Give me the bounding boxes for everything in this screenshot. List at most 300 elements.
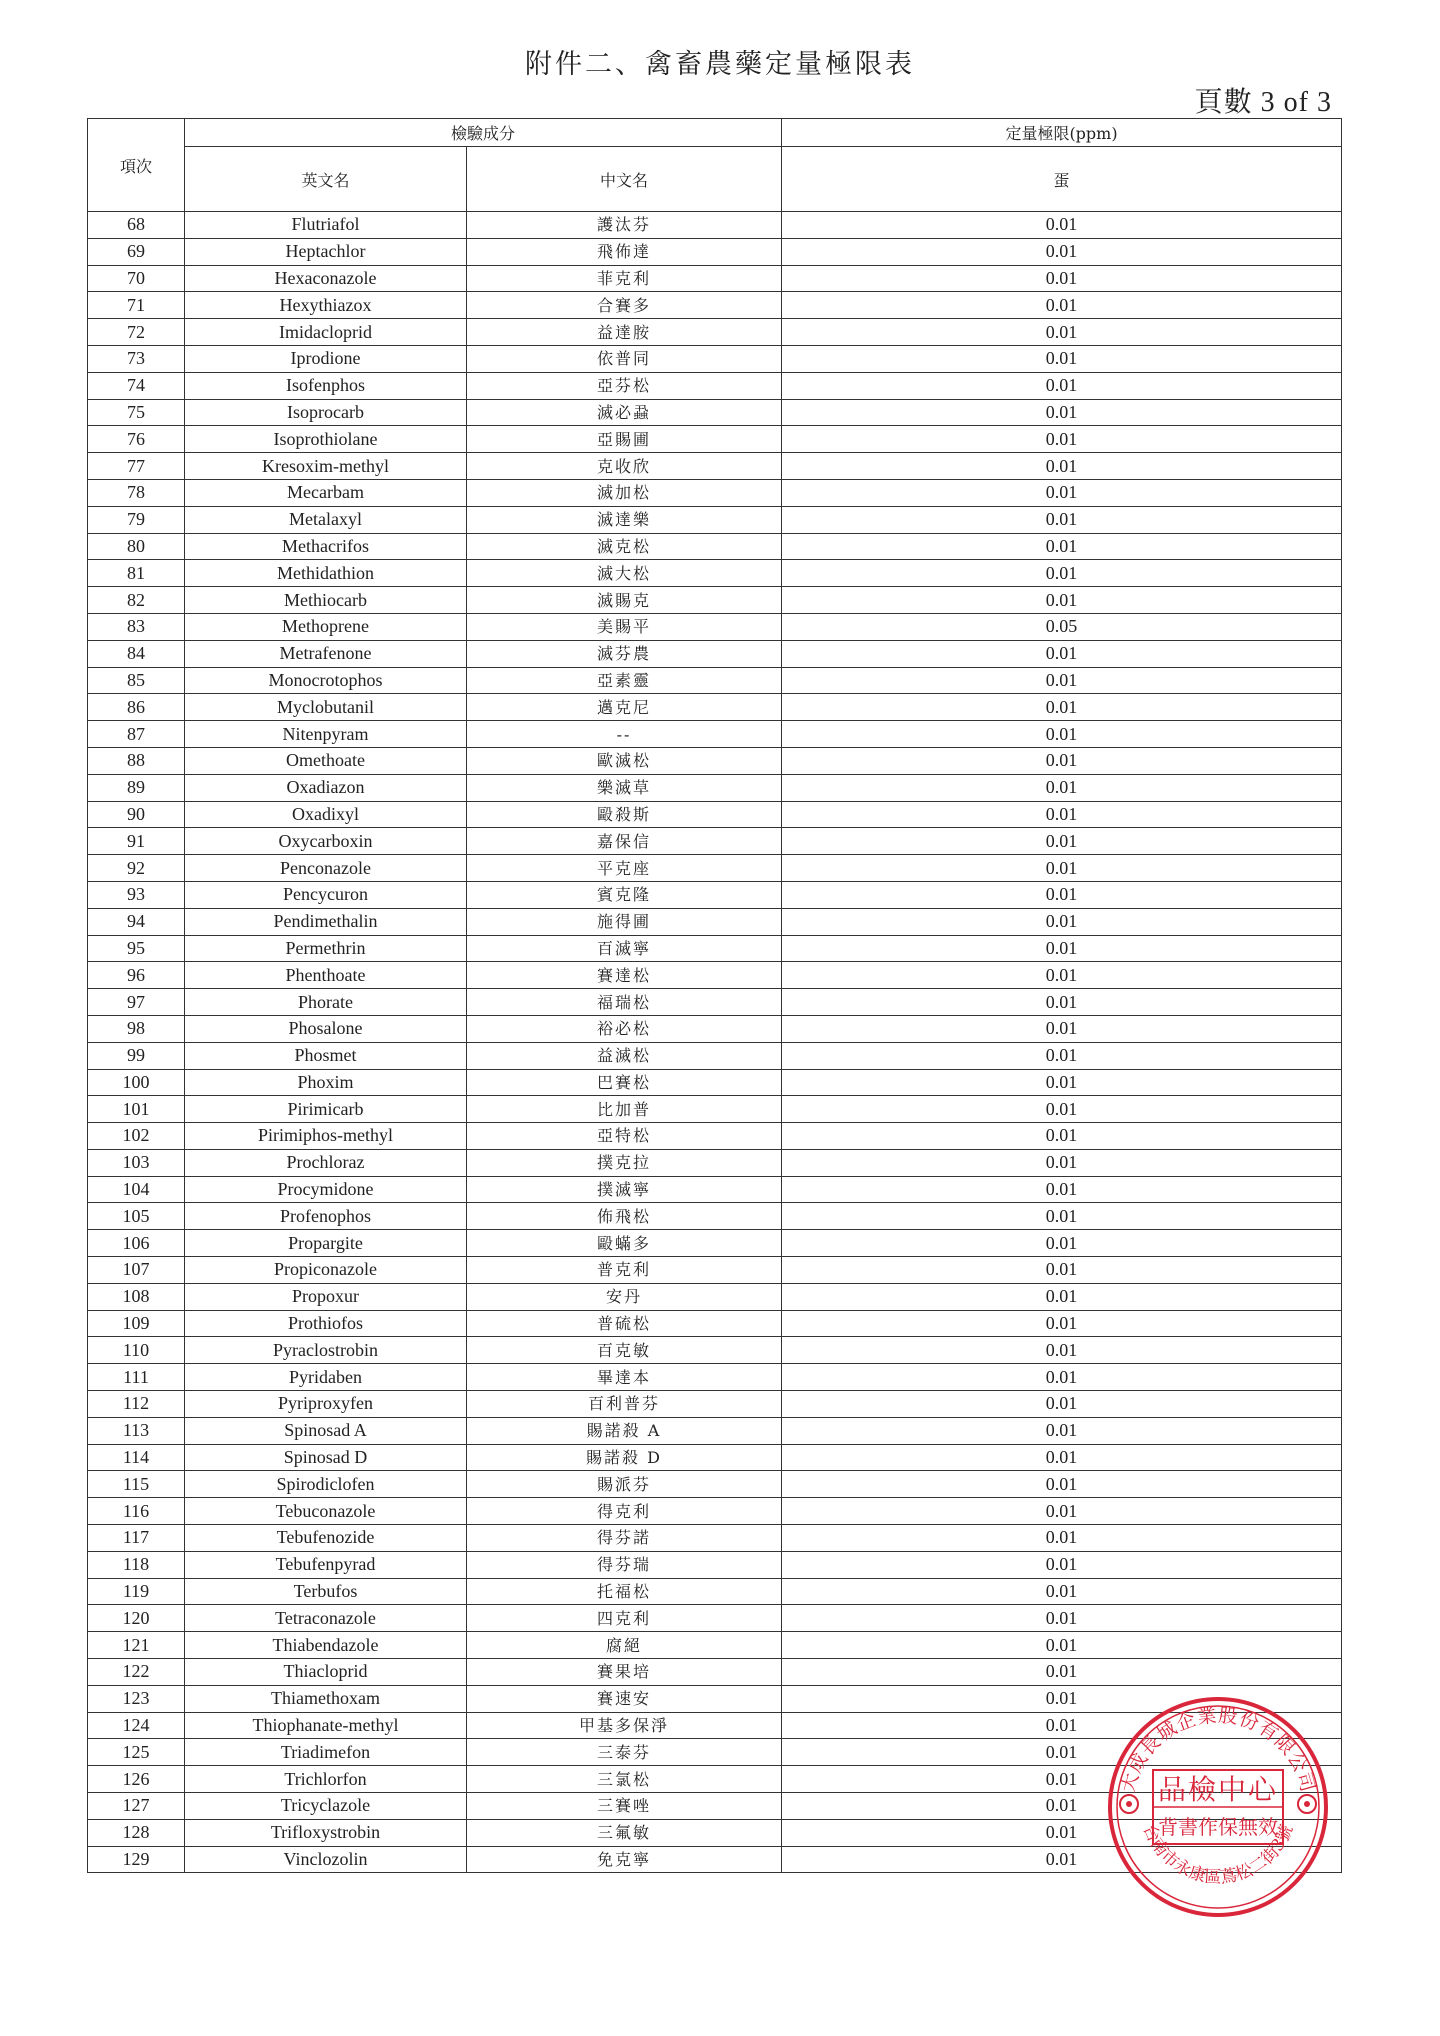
seal-address: 台南市永康區蔦松二街3號: [1138, 1821, 1298, 1888]
row-english-name: Metalaxyl: [185, 506, 467, 533]
row-index: 72: [88, 319, 185, 346]
row-english-name: Tebufenozide: [185, 1525, 467, 1552]
table-row: [88, 721, 1342, 748]
row-english-name: Pencycuron: [185, 881, 467, 908]
row-egg-limit: 0.01: [782, 1203, 1342, 1230]
row-index: 76: [88, 426, 185, 453]
table-row: [88, 1149, 1342, 1176]
row-egg-limit: 0.01: [782, 1015, 1342, 1042]
row-index: 112: [88, 1391, 185, 1418]
row-index: 92: [88, 855, 185, 882]
row-egg-limit: 0.01: [782, 1230, 1342, 1257]
row-english-name: Metrafenone: [185, 640, 467, 667]
row-egg-limit: 0.01: [782, 1096, 1342, 1123]
table-row: [88, 1471, 1342, 1498]
row-egg-limit: 0.01: [782, 908, 1342, 935]
row-chinese-name: 得芬諾: [467, 1525, 782, 1552]
row-chinese-name: 百克敏: [467, 1337, 782, 1364]
row-index: 114: [88, 1444, 185, 1471]
row-index: 113: [88, 1417, 185, 1444]
row-index: 100: [88, 1069, 185, 1096]
row-english-name: Flutriafol: [185, 212, 467, 239]
row-index: 80: [88, 533, 185, 560]
row-chinese-name: 福瑞松: [467, 989, 782, 1016]
row-chinese-name: 安丹: [467, 1283, 782, 1310]
table-row: [88, 1283, 1342, 1310]
row-index: 125: [88, 1739, 185, 1766]
row-english-name: Propiconazole: [185, 1257, 467, 1284]
row-egg-limit: 0.01: [782, 747, 1342, 774]
row-egg-limit: 0.01: [782, 533, 1342, 560]
table-row: [88, 935, 1342, 962]
row-egg-limit: 0.01: [782, 212, 1342, 239]
row-index: 83: [88, 613, 185, 640]
header-index: 項次: [88, 119, 185, 212]
table-row: [88, 479, 1342, 506]
row-index: 99: [88, 1042, 185, 1069]
document-title: 附件二、禽畜農藥定量極限表: [525, 49, 915, 80]
table-row: [88, 989, 1342, 1016]
row-chinese-name: 得克利: [467, 1498, 782, 1525]
table-row: [88, 1123, 1342, 1150]
table-row: [88, 292, 1342, 319]
table-row: [88, 828, 1342, 855]
row-egg-limit: 0.01: [782, 238, 1342, 265]
row-index: 127: [88, 1793, 185, 1820]
row-egg-limit: 0.01: [782, 1766, 1342, 1793]
row-chinese-name: 護汰芬: [467, 212, 782, 239]
table-row: [88, 560, 1342, 587]
row-index: 109: [88, 1310, 185, 1337]
row-chinese-name: 毆殺斯: [467, 801, 782, 828]
row-chinese-name: 百利普芬: [467, 1391, 782, 1418]
row-egg-limit: 0.01: [782, 1846, 1342, 1873]
row-english-name: Thiabendazole: [185, 1632, 467, 1659]
row-index: 91: [88, 828, 185, 855]
row-chinese-name: 撲克拉: [467, 1149, 782, 1176]
row-index: 75: [88, 399, 185, 426]
row-index: 78: [88, 479, 185, 506]
row-english-name: Pirimicarb: [185, 1096, 467, 1123]
row-index: 87: [88, 721, 185, 748]
row-egg-limit: 0.01: [782, 1819, 1342, 1846]
row-index: 98: [88, 1015, 185, 1042]
row-english-name: Methoprene: [185, 613, 467, 640]
row-egg-limit: 0.01: [782, 1605, 1342, 1632]
row-english-name: Myclobutanil: [185, 694, 467, 721]
table-row: [88, 774, 1342, 801]
row-index: 116: [88, 1498, 185, 1525]
row-index: 122: [88, 1659, 185, 1686]
table-row: [88, 399, 1342, 426]
row-egg-limit: 0.01: [782, 372, 1342, 399]
row-index: 71: [88, 292, 185, 319]
table-row: [88, 640, 1342, 667]
row-chinese-name: 邁克尼: [467, 694, 782, 721]
table-row: [88, 1337, 1342, 1364]
row-english-name: Pyriproxyfen: [185, 1391, 467, 1418]
row-english-name: Penconazole: [185, 855, 467, 882]
row-egg-limit: 0.01: [782, 1632, 1342, 1659]
row-egg-limit: 0.01: [782, 1578, 1342, 1605]
row-index: 104: [88, 1176, 185, 1203]
row-egg-limit: 0.01: [782, 1685, 1342, 1712]
row-egg-limit: 0.01: [782, 640, 1342, 667]
row-english-name: Phorate: [185, 989, 467, 1016]
row-chinese-name: 賽果培: [467, 1659, 782, 1686]
table-row: [88, 506, 1342, 533]
row-english-name: Thiacloprid: [185, 1659, 467, 1686]
row-english-name: Tricyclazole: [185, 1793, 467, 1820]
row-english-name: Profenophos: [185, 1203, 467, 1230]
row-english-name: Isoprocarb: [185, 399, 467, 426]
row-index: 96: [88, 962, 185, 989]
row-english-name: Methidathion: [185, 560, 467, 587]
row-english-name: Methiocarb: [185, 587, 467, 614]
row-egg-limit: 0.01: [782, 1123, 1342, 1150]
table-row: [88, 1203, 1342, 1230]
row-english-name: Nitenpyram: [185, 721, 467, 748]
table-row: [88, 1551, 1342, 1578]
row-english-name: Tebuconazole: [185, 1498, 467, 1525]
row-english-name: Kresoxim-methyl: [185, 453, 467, 480]
row-egg-limit: 0.01: [782, 1364, 1342, 1391]
row-english-name: Vinclozolin: [185, 1846, 467, 1873]
row-english-name: Prochloraz: [185, 1149, 467, 1176]
row-english-name: Phosmet: [185, 1042, 467, 1069]
row-egg-limit: 0.01: [782, 1739, 1342, 1766]
row-chinese-name: 合賽多: [467, 292, 782, 319]
row-chinese-name: 三氟敏: [467, 1819, 782, 1846]
row-index: 126: [88, 1766, 185, 1793]
row-english-name: Pyraclostrobin: [185, 1337, 467, 1364]
table-body: [88, 212, 1342, 1873]
row-egg-limit: 0.01: [782, 694, 1342, 721]
row-index: 73: [88, 345, 185, 372]
row-chinese-name: 三賽唑: [467, 1793, 782, 1820]
row-chinese-name: 比加普: [467, 1096, 782, 1123]
row-egg-limit: 0.01: [782, 935, 1342, 962]
row-english-name: Imidacloprid: [185, 319, 467, 346]
table-row: [88, 1444, 1342, 1471]
row-index: 85: [88, 667, 185, 694]
row-english-name: Phenthoate: [185, 962, 467, 989]
row-index: 106: [88, 1230, 185, 1257]
row-english-name: Triadimefon: [185, 1739, 467, 1766]
row-english-name: Mecarbam: [185, 479, 467, 506]
table-row: [88, 1176, 1342, 1203]
row-english-name: Isofenphos: [185, 372, 467, 399]
table-row: [88, 1391, 1342, 1418]
table-row: [88, 1632, 1342, 1659]
row-index: 68: [88, 212, 185, 239]
row-chinese-name: 賜諾殺 A: [467, 1417, 782, 1444]
row-index: 69: [88, 238, 185, 265]
row-english-name: Terbufos: [185, 1578, 467, 1605]
table-row: [88, 1096, 1342, 1123]
row-chinese-name: 滅大松: [467, 560, 782, 587]
row-egg-limit: 0.01: [782, 828, 1342, 855]
row-index: 102: [88, 1123, 185, 1150]
row-egg-limit: 0.01: [782, 1498, 1342, 1525]
row-index: 128: [88, 1819, 185, 1846]
row-egg-limit: 0.01: [782, 881, 1342, 908]
table-row: [88, 1257, 1342, 1284]
limit-table: [87, 118, 1342, 1873]
row-index: 108: [88, 1283, 185, 1310]
row-english-name: Propoxur: [185, 1283, 467, 1310]
row-index: 74: [88, 372, 185, 399]
table-row: [88, 345, 1342, 372]
row-chinese-name: 嘉保信: [467, 828, 782, 855]
row-english-name: Procymidone: [185, 1176, 467, 1203]
row-egg-limit: 0.01: [782, 265, 1342, 292]
row-english-name: Iprodione: [185, 345, 467, 372]
row-english-name: Pirimiphos-methyl: [185, 1123, 467, 1150]
row-index: 97: [88, 989, 185, 1016]
row-english-name: Phosalone: [185, 1015, 467, 1042]
table-row: [88, 238, 1342, 265]
row-index: 95: [88, 935, 185, 962]
row-index: 93: [88, 881, 185, 908]
row-egg-limit: 0.01: [782, 1551, 1342, 1578]
row-chinese-name: 亞芬松: [467, 372, 782, 399]
row-chinese-name: 亞賜圃: [467, 426, 782, 453]
table-row: [88, 587, 1342, 614]
row-english-name: Hexaconazole: [185, 265, 467, 292]
row-index: 120: [88, 1605, 185, 1632]
table-row: [88, 855, 1342, 882]
row-egg-limit: 0.01: [782, 479, 1342, 506]
row-english-name: Trichlorfon: [185, 1766, 467, 1793]
row-index: 88: [88, 747, 185, 774]
table-row: [88, 426, 1342, 453]
table-row: [88, 1498, 1342, 1525]
row-chinese-name: 亞素靈: [467, 667, 782, 694]
table-row: [88, 1525, 1342, 1552]
table-row: [88, 694, 1342, 721]
row-chinese-name: 益滅松: [467, 1042, 782, 1069]
row-egg-limit: 0.01: [782, 801, 1342, 828]
row-egg-limit: 0.01: [782, 1391, 1342, 1418]
row-chinese-name: 賽達松: [467, 962, 782, 989]
row-index: 84: [88, 640, 185, 667]
seal-title: 品檢中心: [1157, 1773, 1279, 1806]
row-index: 123: [88, 1685, 185, 1712]
row-index: 121: [88, 1632, 185, 1659]
row-chinese-name: 四克利: [467, 1605, 782, 1632]
row-chinese-name: 賜諾殺 D: [467, 1444, 782, 1471]
table-row: [88, 1069, 1342, 1096]
row-egg-limit: 0.01: [782, 989, 1342, 1016]
row-index: 77: [88, 453, 185, 480]
row-chinese-name: 飛佈達: [467, 238, 782, 265]
row-egg-limit: 0.01: [782, 1417, 1342, 1444]
company-seal: [1103, 1692, 1333, 1922]
table-row: [88, 908, 1342, 935]
row-chinese-name: 免克寧: [467, 1846, 782, 1873]
row-index: 79: [88, 506, 185, 533]
row-egg-limit: 0.01: [782, 1149, 1342, 1176]
header-egg: 蛋: [782, 147, 1342, 212]
row-chinese-name: 百滅寧: [467, 935, 782, 962]
row-index: 103: [88, 1149, 185, 1176]
row-index: 90: [88, 801, 185, 828]
row-egg-limit: 0.01: [782, 962, 1342, 989]
table-row: [88, 265, 1342, 292]
table-row: [88, 1015, 1342, 1042]
row-index: 86: [88, 694, 185, 721]
row-chinese-name: 普克利: [467, 1257, 782, 1284]
row-egg-limit: 0.01: [782, 667, 1342, 694]
row-chinese-name: 佈飛松: [467, 1203, 782, 1230]
row-english-name: Monocrotophos: [185, 667, 467, 694]
row-chinese-name: 歐滅松: [467, 747, 782, 774]
row-index: 107: [88, 1257, 185, 1284]
row-chinese-name: 普硫松: [467, 1310, 782, 1337]
row-chinese-name: 施得圃: [467, 908, 782, 935]
table-row: [88, 881, 1342, 908]
row-chinese-name: 巴賽松: [467, 1069, 782, 1096]
row-egg-limit: 0.01: [782, 1283, 1342, 1310]
row-egg-limit: 0.01: [782, 1257, 1342, 1284]
row-chinese-name: 滅加松: [467, 479, 782, 506]
row-egg-limit: 0.01: [782, 1337, 1342, 1364]
row-english-name: Propargite: [185, 1230, 467, 1257]
row-index: 82: [88, 587, 185, 614]
row-index: 105: [88, 1203, 185, 1230]
row-egg-limit: 0.01: [782, 506, 1342, 533]
row-chinese-name: 滅達樂: [467, 506, 782, 533]
row-english-name: Thiophanate-methyl: [185, 1712, 467, 1739]
row-egg-limit: 0.01: [782, 1471, 1342, 1498]
seal-company-name: 大成長城企業股份有限公司: [1117, 1704, 1319, 1796]
row-english-name: Spinosad A: [185, 1417, 467, 1444]
row-chinese-name: 托福松: [467, 1578, 782, 1605]
row-egg-limit: 0.01: [782, 426, 1342, 453]
row-chinese-name: --: [467, 721, 782, 748]
table-row: [88, 319, 1342, 346]
row-chinese-name: 毆蟎多: [467, 1230, 782, 1257]
row-english-name: Omethoate: [185, 747, 467, 774]
table-row: [88, 801, 1342, 828]
row-chinese-name: 滅克松: [467, 533, 782, 560]
table-row: [88, 453, 1342, 480]
row-egg-limit: 0.01: [782, 774, 1342, 801]
row-chinese-name: 腐絕: [467, 1632, 782, 1659]
row-index: 115: [88, 1471, 185, 1498]
table-row: [88, 212, 1342, 239]
row-egg-limit: 0.01: [782, 1712, 1342, 1739]
row-english-name: Hexythiazox: [185, 292, 467, 319]
header-chinese-name: 中文名: [467, 147, 782, 212]
row-chinese-name: 得芬瑞: [467, 1551, 782, 1578]
row-egg-limit: 0.01: [782, 587, 1342, 614]
row-english-name: Spirodiclofen: [185, 1471, 467, 1498]
table-row: [88, 1578, 1342, 1605]
table-row: [88, 1310, 1342, 1337]
row-english-name: Tebufenpyrad: [185, 1551, 467, 1578]
row-index: 117: [88, 1525, 185, 1552]
row-egg-limit: 0.05: [782, 613, 1342, 640]
row-egg-limit: 0.01: [782, 1444, 1342, 1471]
table-row: [88, 1659, 1342, 1686]
row-egg-limit: 0.01: [782, 1659, 1342, 1686]
row-egg-limit: 0.01: [782, 1793, 1342, 1820]
table-row: [88, 1042, 1342, 1069]
row-chinese-name: 依普同: [467, 345, 782, 372]
row-index: 89: [88, 774, 185, 801]
row-english-name: Thiamethoxam: [185, 1685, 467, 1712]
table-row: [88, 613, 1342, 640]
row-chinese-name: 三泰芬: [467, 1739, 782, 1766]
row-egg-limit: 0.01: [782, 399, 1342, 426]
table-row: [88, 667, 1342, 694]
row-chinese-name: 克收欣: [467, 453, 782, 480]
row-chinese-name: 滅芬農: [467, 640, 782, 667]
row-index: 111: [88, 1364, 185, 1391]
row-english-name: Heptachlor: [185, 238, 467, 265]
row-egg-limit: 0.01: [782, 345, 1342, 372]
row-english-name: Prothiofos: [185, 1310, 467, 1337]
row-egg-limit: 0.01: [782, 292, 1342, 319]
table-row: [88, 747, 1342, 774]
row-english-name: Isoprothiolane: [185, 426, 467, 453]
row-chinese-name: 撲滅寧: [467, 1176, 782, 1203]
row-egg-limit: 0.01: [782, 319, 1342, 346]
row-english-name: Phoxim: [185, 1069, 467, 1096]
row-index: 119: [88, 1578, 185, 1605]
row-chinese-name: 賓克隆: [467, 881, 782, 908]
table-row: [88, 533, 1342, 560]
header-components: 檢驗成分: [185, 119, 782, 147]
table-row: [88, 1230, 1342, 1257]
row-chinese-name: 甲基多保淨: [467, 1712, 782, 1739]
table-row: [88, 962, 1342, 989]
row-egg-limit: 0.01: [782, 721, 1342, 748]
row-egg-limit: 0.01: [782, 855, 1342, 882]
row-english-name: Permethrin: [185, 935, 467, 962]
row-chinese-name: 滅必蝨: [467, 399, 782, 426]
row-index: 94: [88, 908, 185, 935]
row-english-name: Oxadiazon: [185, 774, 467, 801]
row-english-name: Pyridaben: [185, 1364, 467, 1391]
row-index: 118: [88, 1551, 185, 1578]
row-chinese-name: 樂滅草: [467, 774, 782, 801]
row-chinese-name: 益達胺: [467, 319, 782, 346]
row-egg-limit: 0.01: [782, 453, 1342, 480]
seal-subtitle: 背書作保無效: [1158, 1815, 1278, 1839]
row-chinese-name: 菲克利: [467, 265, 782, 292]
row-english-name: Oxadixyl: [185, 801, 467, 828]
row-english-name: Trifloxystrobin: [185, 1819, 467, 1846]
row-chinese-name: 美賜平: [467, 613, 782, 640]
row-index: 129: [88, 1846, 185, 1873]
row-egg-limit: 0.01: [782, 1176, 1342, 1203]
row-egg-limit: 0.01: [782, 1310, 1342, 1337]
row-chinese-name: 裕必松: [467, 1015, 782, 1042]
page-number: 頁數 3 of 3: [1194, 87, 1332, 118]
row-english-name: Methacrifos: [185, 533, 467, 560]
row-english-name: Pendimethalin: [185, 908, 467, 935]
table-row: [88, 1417, 1342, 1444]
table-row: [88, 1605, 1342, 1632]
row-egg-limit: 0.01: [782, 560, 1342, 587]
row-chinese-name: 亞特松: [467, 1123, 782, 1150]
row-egg-limit: 0.01: [782, 1069, 1342, 1096]
row-chinese-name: 賜派芬: [467, 1471, 782, 1498]
table-row: [88, 372, 1342, 399]
